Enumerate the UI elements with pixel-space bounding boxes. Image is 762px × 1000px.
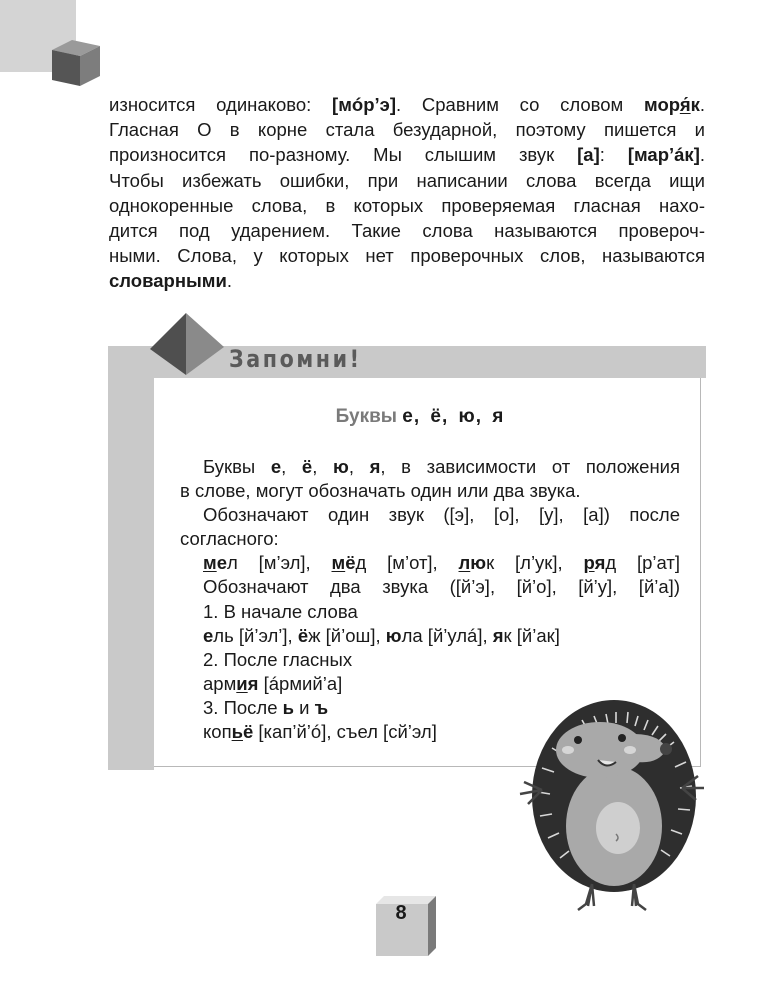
remember-title: Запомни!: [229, 345, 362, 373]
rule-line: 1. В начале слова: [203, 600, 358, 622]
bold-text: е: [216, 552, 227, 574]
intro-line: износится одинаково: [мóр’э]. Сравним со словом моря́к.: [109, 94, 706, 115]
bold-text: я: [369, 456, 381, 477]
bold-text: е: [203, 624, 214, 646]
underlined-letter: ь: [231, 721, 243, 743]
bold-text: мор: [644, 94, 680, 115]
cube-icon: [48, 36, 104, 90]
rule-heading-prefix: Буквы: [335, 406, 397, 427]
rule-line: в слове, могут обозначать один или два звука.: [180, 480, 581, 502]
intro-line: словарными.: [109, 270, 232, 292]
underlined-letter: и: [236, 672, 248, 694]
bold-text: к: [690, 94, 700, 115]
intro-line: Чтобы избежать ошибки, при написании слова всегда ищи: [109, 169, 705, 191]
rule-line: копьё [кап’й’ó], съел [сй’эл]: [203, 721, 437, 743]
rule-line: армия [áрмий’а]: [203, 672, 343, 694]
rule-heading: [160, 406, 680, 428]
pyramid-icon: [146, 311, 228, 377]
bold-text: ю: [470, 552, 487, 574]
rule-line: мел [м’эл], мёд [м’от], люк [л’ук], ряд [р’ат]: [203, 552, 681, 574]
underlined-letter: р: [583, 552, 595, 574]
bold-text: ю: [333, 456, 349, 477]
intro-line: произносится по-разному. Мы слышим звук [а]: [мар’áк].: [109, 144, 705, 166]
bold-text: ь: [282, 696, 295, 718]
page-number: 8: [395, 902, 407, 924]
bold-text: ё: [301, 456, 313, 477]
rule-line: Обозначают два звука ([й’э], [й’о], [й’у], [й’а]): [203, 576, 680, 598]
bold-text: ю: [385, 624, 402, 646]
rule-line: Обозначают один звук ([э], [о], [у], [а]) после: [203, 504, 680, 526]
bold-text: е: [270, 456, 282, 477]
bold-text: ё: [297, 624, 309, 646]
hedgehog-illustration: [512, 688, 712, 918]
bold-text: я: [247, 672, 259, 694]
bold-text: [а]: [577, 144, 600, 166]
bold-text: ъ: [314, 696, 329, 718]
bold-text: ё: [242, 721, 254, 743]
rule-line: Буквы е, ё, ю, я, в зависимости от положения: [203, 456, 681, 477]
rule-heading-letters: е, ё, ю, я: [402, 406, 505, 427]
intro-paragraph: [109, 92, 705, 294]
bold-text: ё: [345, 552, 356, 574]
bold-text: [мóр’э]: [332, 94, 397, 115]
rule-line: согласного:: [180, 528, 279, 550]
intro-line: однокоренные слова, в которых проверяемая гласная нахо-: [109, 194, 705, 216]
underlined-letter: м: [331, 552, 346, 574]
underlined-letter: л: [458, 552, 471, 574]
intro-line: Гласная О в корне стала безударной, поэтому пишется и: [109, 119, 705, 141]
underlined-letter: я́: [679, 94, 691, 115]
underlined-letter: м: [203, 552, 217, 574]
rule-line: ель [й’эл’], ёж [й’ош], юла [й’улá], як [й’ак]: [203, 624, 560, 646]
bold-text: я: [594, 552, 606, 574]
intro-line: дится под ударением. Такие слова называются провероч-: [109, 220, 705, 242]
bold-text: я: [492, 624, 504, 646]
rule-line: 3. После ь и ъ: [203, 696, 329, 718]
rule-line: 2. После гласных: [203, 648, 353, 670]
intro-line: ными. Слова, у которых нет проверочных слов, называются: [109, 245, 705, 267]
bold-text: словарными: [109, 270, 227, 292]
bold-text: [мар’áк]: [627, 144, 700, 166]
